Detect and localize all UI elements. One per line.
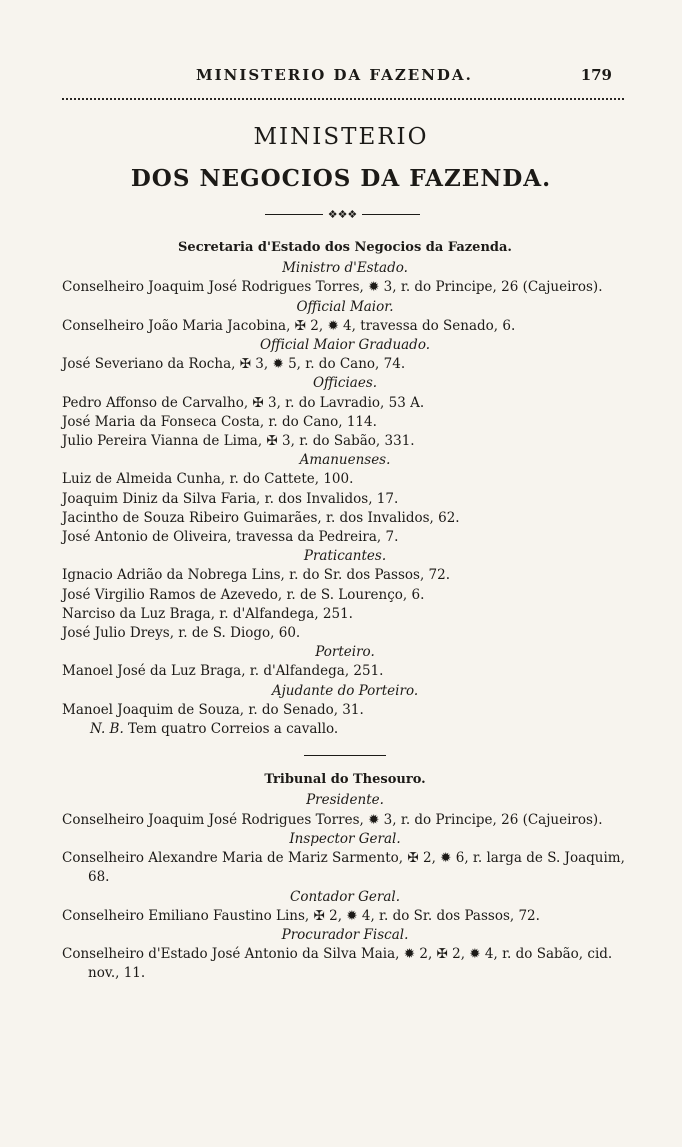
staff-entry: Conselheiro Joaquim José Rodrigues Torres, ✹ 3, r. do Principe, 26 (Cajueiros). bbox=[62, 811, 603, 828]
ornament-line-right bbox=[362, 214, 420, 215]
role-title: Inspector Geral. bbox=[289, 830, 401, 847]
role-title: Officiaes. bbox=[312, 375, 378, 392]
staff-entry: Ignacio Adrião da Nobrega Lins, r. do Sr. dos Passos, 72. bbox=[62, 567, 451, 584]
staff-entry: Narciso da Luz Braga, r. d'Alfandega, 251. bbox=[62, 605, 353, 622]
staff-entry: Julio Pereira Vianna de Lima, ✠ 3, r. do Sabão, 331. bbox=[62, 433, 415, 450]
staff-entry: Manoel José da Luz Braga, r. d'Alfandega, 251. bbox=[62, 663, 384, 680]
staff-entry: Manoel Joaquim de Souza, r. do Senado, 31. bbox=[62, 701, 364, 718]
page-content bbox=[62, 238, 628, 984]
note-label: N. B. bbox=[90, 721, 124, 738]
ornament-icon: ❖❖❖ bbox=[327, 208, 358, 221]
staff-entry: José Severiano da Rocha, ✠ 3, ✹ 5, r. do Cano, 74. bbox=[62, 356, 406, 373]
staff-entry: José Antonio de Oliveira, travessa da Pedreira, 7. bbox=[62, 529, 399, 546]
staff-entry: Joaquim Diniz da Silva Faria, r. dos Invalidos, 17. bbox=[62, 490, 399, 507]
staff-entry: Luiz de Almeida Cunha, r. do Cattete, 100. bbox=[62, 471, 354, 488]
staff-entry: Jacintho de Souza Ribeiro Guimarães, r. dos Invalidos, 62. bbox=[62, 509, 460, 526]
ornament-divider bbox=[265, 208, 420, 222]
role-title: Ajudante do Porteiro. bbox=[271, 682, 419, 699]
staff-entry: José Maria da Fonseca Costa, r. do Cano, 114. bbox=[62, 413, 377, 430]
staff-entry: Conselheiro Emiliano Faustino Lins, ✠ 2, ✹ 4, r. do Sr. dos Passos, 72. bbox=[62, 907, 540, 924]
section-heading: Tribunal do Thesouro. bbox=[264, 772, 426, 788]
page-number: 179 bbox=[580, 66, 612, 84]
role-title: Presidente. bbox=[306, 792, 384, 809]
running-head bbox=[0, 66, 682, 88]
running-title: MINISTERIO DA FAZENDA. bbox=[196, 66, 473, 84]
role-title: Contador Geral. bbox=[289, 888, 401, 905]
role-title: Procurador Fiscal. bbox=[281, 926, 409, 943]
staff-entry: Conselheiro João Maria Jacobina, ✠ 2, ✹ 4, travessa do Senado, 6. bbox=[62, 317, 516, 334]
note-text: Tem quatro Correios a cavallo. bbox=[128, 721, 339, 738]
staff-entry: Conselheiro Alexandre Maria de Mariz Sarmento, ✠ 2, ✹ 6, r. larga de S. Joaquim, 68. bbox=[62, 850, 625, 886]
section-heading: Secretaria d'Estado dos Negocios da Fazenda. bbox=[178, 240, 512, 255]
role-title: Praticantes. bbox=[303, 548, 387, 565]
staff-entry: José Julio Dreys, r. de S. Diogo, 60. bbox=[62, 625, 301, 642]
note bbox=[62, 720, 628, 739]
role-title: Amanuenses. bbox=[299, 452, 391, 469]
staff-entry: José Virgilio Ramos de Azevedo, r. de S. Lourenço, 6. bbox=[62, 586, 425, 603]
role-title: Official Maior Graduado. bbox=[259, 337, 431, 354]
page-title-line2: DOS NEGOCIOS DA FAZENDA. bbox=[130, 165, 552, 192]
staff-entry: Conselheiro Joaquim José Rodrigues Torres, ✹ 3, r. do Principe, 26 (Cajueiros). bbox=[62, 279, 603, 296]
role-title: Ministro d'Estado. bbox=[282, 260, 408, 277]
header-rule bbox=[62, 98, 624, 100]
page-title-line1: MINISTERIO bbox=[253, 124, 429, 150]
staff-entry: Conselheiro d'Estado José Antonio da Silva Maia, ✹ 2, ✠ 2, ✹ 4, r. do Sabão, cid. nov., 11. bbox=[62, 946, 613, 982]
role-title: Porteiro. bbox=[315, 644, 375, 661]
staff-entry: Pedro Affonso de Carvalho, ✠ 3, r. do Lavradio, 53 A. bbox=[62, 394, 425, 411]
ornament-line-left bbox=[265, 214, 323, 215]
role-title: Official Maior. bbox=[296, 298, 394, 315]
section-divider bbox=[304, 755, 386, 756]
